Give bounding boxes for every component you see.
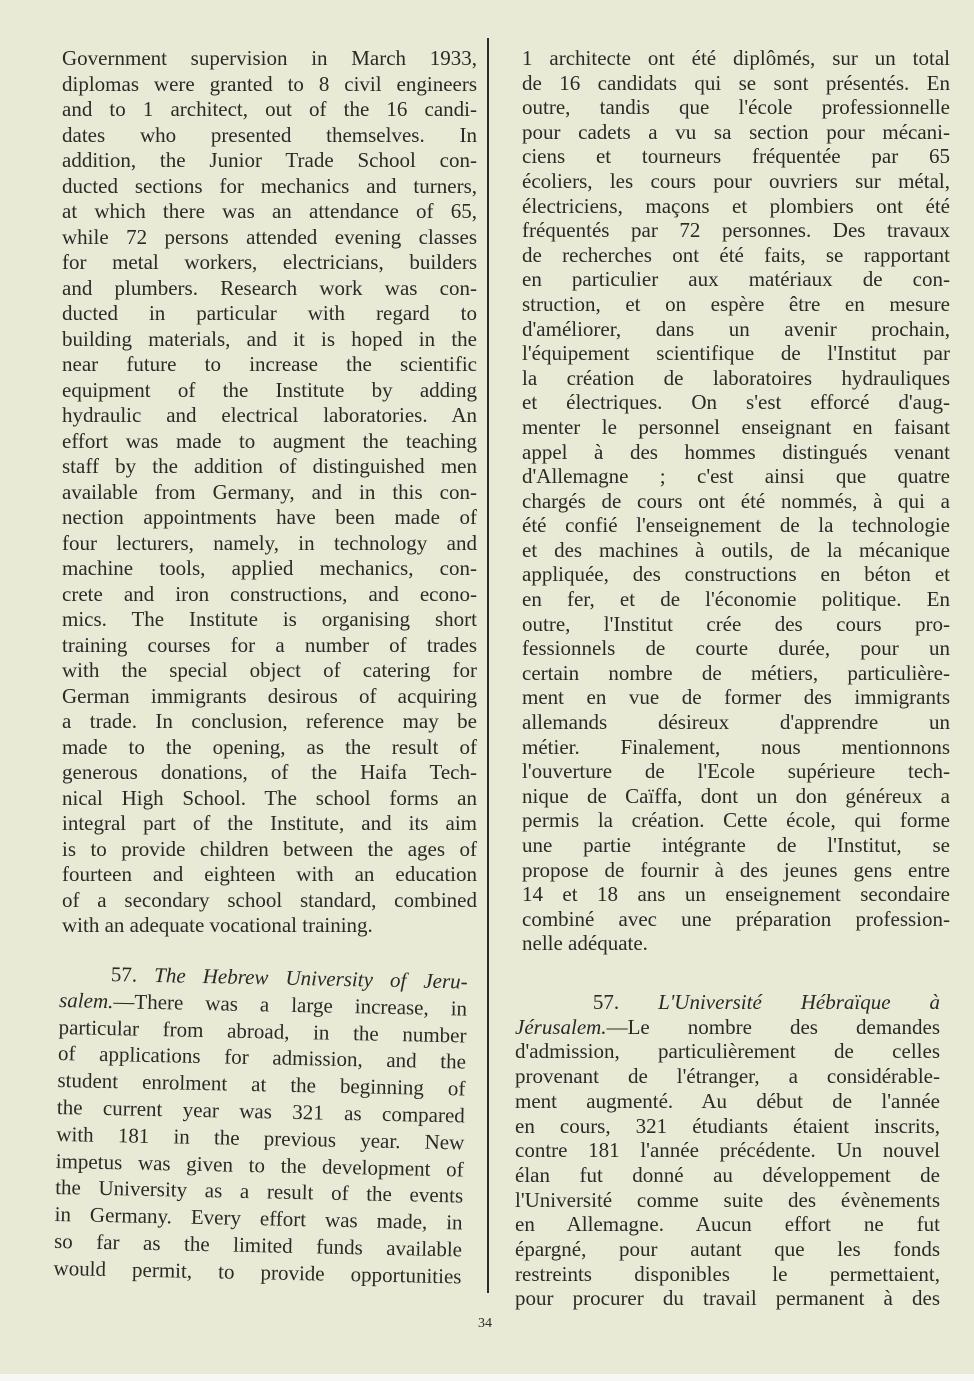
text-line: student enrolment at the beginning of bbox=[57, 1068, 466, 1101]
text-line: et électriques. On s'est efforcé d'aug- bbox=[522, 390, 950, 415]
text-line: métier. Finalement, nous mentionnons bbox=[522, 734, 950, 759]
text-line: et des machines à outils, de la mécanique bbox=[522, 537, 950, 562]
text-line: in Germany. Every effort was made, in bbox=[54, 1202, 463, 1235]
paragraph-text: —There was a large increase, in bbox=[113, 988, 468, 1021]
text-line: nelle adéquate. bbox=[522, 931, 648, 956]
text-line: addition, the Junior Trade School con- bbox=[62, 148, 477, 172]
page-number: 34 bbox=[478, 1316, 492, 1331]
text-line: 14 et 18 ans un enseignement secondaire bbox=[522, 882, 950, 907]
text-line: building materials, and it is hoped in the bbox=[62, 326, 477, 351]
scan-edge bbox=[0, 1374, 974, 1381]
text-line: ment en vue de former des immigrants bbox=[522, 685, 950, 710]
section-title: L'Université Hébraïque à bbox=[658, 990, 941, 1014]
text-line: allemands désireux d'apprendre un bbox=[522, 710, 950, 735]
text-line: combiné avec une préparation profession- bbox=[522, 906, 950, 931]
text-line: nection appointments have been made of bbox=[62, 505, 477, 529]
text-line: equipment of the Institute by adding bbox=[62, 377, 477, 402]
text-line: en cours, 321 étudiants étaient inscrits, bbox=[515, 1113, 940, 1138]
text-line: d'Allemagne ; c'est ainsi que quatre bbox=[522, 464, 950, 489]
text-line: mics. The Institute is organising short bbox=[62, 607, 477, 631]
text-line: and plumbers. Research work was con- bbox=[62, 275, 477, 300]
text-line: hydraulic and electrical laboratories. An bbox=[62, 403, 477, 427]
text-line: with 181 in the previous year. New bbox=[56, 1121, 465, 1155]
text-line: chargés de cours ont été nommés, à qui a bbox=[522, 488, 950, 513]
text-line: nique de Caïffa, dont un don généreux a bbox=[522, 783, 950, 808]
text-line: so far as the limited funds available bbox=[53, 1228, 463, 1262]
text-line: for metal workers, electricians, builders bbox=[62, 250, 477, 274]
text-line: the University as a result of the events bbox=[54, 1175, 464, 1208]
text-line: is to provide children between the ages of bbox=[62, 836, 477, 861]
text-line: nical High School. The school forms an bbox=[62, 785, 477, 810]
text-line: l'ouverture de l'Ecole supérieure tech- bbox=[522, 759, 950, 784]
text-line: appliquée, des constructions en béton et bbox=[522, 562, 950, 587]
text-line: with the special object of catering for bbox=[62, 658, 477, 682]
text-line: and to 1 architect, out of the 16 candi- bbox=[62, 97, 477, 121]
paragraph-text: —Le nombre des demandes bbox=[606, 1014, 940, 1039]
text-line: with an adequate vocational training. bbox=[62, 913, 373, 937]
text-line: fréquentés par 72 personnes. Des travaux bbox=[522, 218, 950, 243]
text-line: épargné, pour autant que les fonds bbox=[515, 1237, 940, 1262]
section-title: The Hebrew University of Jeru- bbox=[153, 962, 468, 994]
text-line: 1 architecte ont été diplômés, sur un total bbox=[522, 46, 950, 70]
text-line: outre, l'Institut crée des cours pro- bbox=[522, 611, 950, 636]
text-line: été confié l'enseignement de la technologie bbox=[522, 513, 950, 538]
text-line: available from Germany, and in this con- bbox=[62, 479, 477, 504]
text-line: outre, tandis que l'école professionnelle bbox=[522, 95, 950, 120]
english-section-57 bbox=[53, 960, 468, 1290]
text-line: permis la création. Cette école, qui forme bbox=[522, 808, 950, 833]
section-title-cont: Jérusalem. bbox=[515, 1014, 607, 1039]
text-line: training courses for a number of trades bbox=[62, 632, 477, 657]
text-line: at which there was an attendance of 65, bbox=[62, 199, 477, 223]
section-heading-line-2 bbox=[515, 1015, 940, 1040]
text-line: de 16 candidats qui se sont présentés. En bbox=[522, 70, 950, 95]
text-line: near future to increase the scientific bbox=[62, 352, 477, 376]
text-line: ducted in particular with regard to bbox=[62, 301, 477, 325]
text-line: en particulier aux matériaux de con- bbox=[522, 267, 950, 292]
text-line: fessionnels de courte durée, pour un bbox=[522, 636, 950, 661]
text-line: menter le personnel enseignant en faisant bbox=[522, 414, 950, 439]
text-line: d'admission, particulièrement de celles bbox=[515, 1039, 940, 1064]
text-line: of a secondary school standard, combined bbox=[62, 887, 477, 912]
text-line: Government supervision in March 1933, bbox=[62, 46, 477, 70]
column-divider bbox=[487, 38, 489, 1293]
text-line: la création de laboratoires hydrauliques bbox=[522, 365, 950, 390]
text-line: staff by the addition of distinguished men bbox=[62, 454, 477, 478]
section-title-cont: salem. bbox=[58, 987, 114, 1013]
text-line: made to the opening, as the result of bbox=[62, 734, 477, 759]
text-line: de recherches ont été faits, se rapportant bbox=[522, 242, 950, 267]
text-line: provenant de l'étranger, a considérable- bbox=[515, 1064, 940, 1089]
text-line: struction, et on espère être en mesure bbox=[522, 291, 950, 316]
text-line: certain nombre de métiers, particulière- bbox=[522, 660, 950, 685]
english-paragraph-1 bbox=[62, 46, 477, 939]
text-line: propose de fournir à des jeunes gens entre bbox=[522, 857, 950, 882]
text-line: l'Université comme suite des évènements bbox=[515, 1187, 940, 1212]
text-line: dates who presented themselves. In bbox=[62, 122, 477, 147]
text-line: generous donations, of the Haifa Tech- bbox=[62, 760, 477, 784]
text-line: électriciens, maçons et plombiers ont été bbox=[522, 193, 950, 218]
text-line: crete and iron constructions, and econo- bbox=[62, 581, 477, 606]
text-line: ducted sections for mechanics and turners, bbox=[62, 173, 477, 198]
text-line: contre 181 l'année précédente. Un nouvel bbox=[515, 1138, 940, 1163]
text-line: of applications for admission, and the bbox=[57, 1041, 467, 1074]
text-line: écoliers, les cours pour ouvriers sur métal, bbox=[522, 168, 950, 193]
text-line: restreints disponibles le permettaient, bbox=[515, 1261, 940, 1286]
text-line: appel à des hommes distingués venant bbox=[522, 439, 950, 464]
section-heading-line bbox=[515, 990, 940, 1015]
text-line: l'équipement scientifique de l'Institut par bbox=[522, 341, 950, 366]
text-line: machine tools, applied mechanics, con- bbox=[62, 556, 477, 580]
text-line: effort was made to augment the teaching bbox=[62, 428, 477, 453]
text-line: German immigrants desirous of acquiring bbox=[62, 683, 477, 708]
text-line: élan fut donné au développement de bbox=[515, 1162, 940, 1187]
text-line: while 72 persons attended evening classes bbox=[62, 224, 477, 249]
section-number: 57. bbox=[110, 962, 138, 987]
text-line: impetus was given to the development of bbox=[55, 1148, 464, 1182]
french-paragraph-1 bbox=[522, 46, 950, 956]
text-line: en fer, et de l'économie politique. En bbox=[522, 587, 950, 612]
text-line: a trade. In conclusion, reference may be bbox=[62, 709, 477, 733]
text-line: ment augmenté. Au début de l'année bbox=[515, 1088, 940, 1113]
text-line: pour procurer du travail permanent à des bbox=[515, 1286, 940, 1311]
text-line: integral part of the Institute, and its aim bbox=[62, 811, 477, 835]
text-line: ciens et tourneurs fréquentée par 65 bbox=[522, 144, 950, 169]
section-number: 57. bbox=[592, 990, 620, 1014]
text-line: diplomas were granted to 8 civil engineers bbox=[62, 71, 477, 96]
text-line: en Allemagne. Aucun effort ne fut bbox=[515, 1212, 940, 1237]
text-line: the current year was 321 as compared bbox=[56, 1094, 466, 1128]
text-line: would permit, to provide opportunities bbox=[53, 1255, 462, 1289]
text-line: une partie intégrante de l'Institut, se bbox=[522, 833, 950, 857]
text-line: particular from abroad, in the number bbox=[58, 1014, 467, 1048]
text-line: fourteen and eighteen with an education bbox=[62, 862, 477, 886]
text-line: four lecturers, namely, in technology and bbox=[62, 530, 477, 555]
text-line: d'améliorer, dans un avenir prochain, bbox=[522, 316, 950, 341]
french-section-57 bbox=[515, 990, 940, 1311]
text-line: pour cadets a vu sa section pour mécani- bbox=[522, 119, 950, 144]
